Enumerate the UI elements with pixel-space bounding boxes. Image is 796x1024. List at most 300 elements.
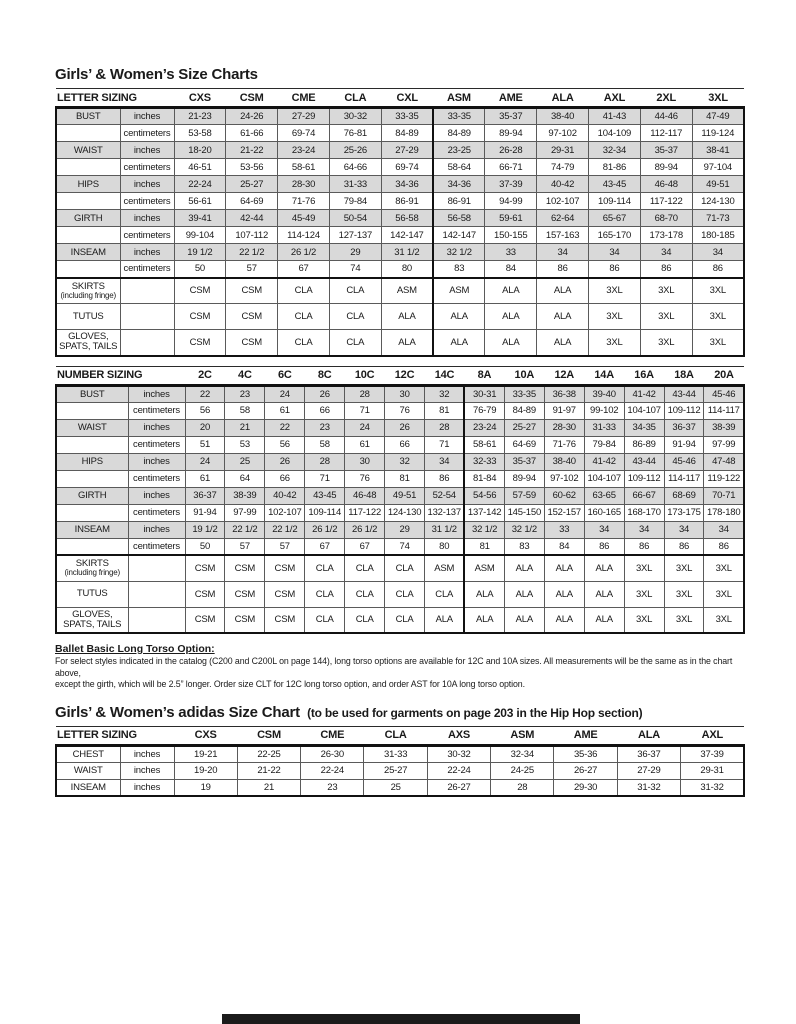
row-label: INSEAM — [56, 779, 120, 796]
garment-size-cell: ALA — [381, 304, 433, 330]
size-cell: 59-61 — [485, 210, 537, 227]
size-cell: 60-62 — [544, 487, 584, 504]
garment-row — [56, 581, 744, 607]
size-cell: 66 — [305, 402, 345, 419]
garment-row-label: SKIRTS (including fringe) — [56, 278, 120, 304]
size-cell: 26 1/2 — [278, 244, 330, 261]
size-cell: 22 1/2 — [225, 521, 265, 538]
size-cell: 76-79 — [464, 402, 504, 419]
garment-size-cell: CLA — [385, 555, 425, 581]
size-cell: 33-35 — [381, 108, 433, 125]
size-cell: 29-31 — [681, 762, 744, 779]
row-label: WAIST — [56, 142, 120, 159]
size-cell: 114-117 — [664, 470, 704, 487]
size-cell: 70-71 — [704, 487, 744, 504]
size-cell: 132-137 — [425, 504, 465, 521]
garment-size-cell: ALA — [584, 581, 624, 607]
size-cell: 22 — [265, 419, 305, 436]
size-cell: 168-170 — [624, 504, 664, 521]
row-label — [56, 538, 128, 555]
row-unit: centimeters — [128, 436, 185, 453]
column-header-20a: 20A — [704, 366, 744, 385]
size-cell: 173-178 — [640, 227, 692, 244]
size-cell: 38-40 — [537, 108, 589, 125]
size-cell: 109-112 — [664, 402, 704, 419]
garment-size-cell: CLA — [345, 607, 385, 633]
garment-size-cell: ALA — [504, 607, 544, 633]
size-cell: 119-122 — [704, 470, 744, 487]
row-label — [56, 504, 128, 521]
size-cell: 66 — [385, 436, 425, 453]
size-cell: 49-51 — [385, 487, 425, 504]
measurement-row — [56, 521, 744, 538]
size-cell: 41-42 — [584, 453, 624, 470]
size-cell: 94-99 — [485, 193, 537, 210]
size-cell: 25-27 — [504, 419, 544, 436]
garment-size-cell: CLA — [425, 581, 465, 607]
size-cell: 31-33 — [364, 745, 427, 762]
size-cell: 86 — [664, 538, 704, 555]
row-unit: inches — [120, 779, 174, 796]
garment-size-cell: 3XL — [664, 607, 704, 633]
garment-size-cell: ALA — [485, 330, 537, 356]
row-unit: inches — [120, 762, 174, 779]
row-label: BUST — [56, 108, 120, 125]
size-cell: 74 — [385, 538, 425, 555]
row-label — [56, 261, 120, 278]
size-cell: 68-69 — [664, 487, 704, 504]
size-cell: 81-84 — [464, 470, 504, 487]
size-cell: 66-67 — [624, 487, 664, 504]
size-cell: 81 — [464, 538, 504, 555]
size-cell: 112-117 — [640, 125, 692, 142]
size-cell: 26 — [265, 453, 305, 470]
size-cell: 69-74 — [278, 125, 330, 142]
column-header-8c: 8C — [305, 366, 345, 385]
size-cell: 38-41 — [692, 142, 744, 159]
row-unit: centimeters — [128, 538, 185, 555]
column-header-axl: AXL — [681, 726, 744, 745]
size-cell: 84 — [485, 261, 537, 278]
garment-size-cell: ALA — [544, 555, 584, 581]
size-cell: 36-37 — [617, 745, 680, 762]
garment-size-cell: CSM — [265, 581, 305, 607]
size-cell: 99-102 — [584, 402, 624, 419]
size-cell: 89-94 — [485, 125, 537, 142]
size-cell: 114-117 — [704, 402, 744, 419]
size-cell: 54-56 — [464, 487, 504, 504]
row-unit-empty — [120, 330, 174, 356]
size-cell: 86 — [692, 261, 744, 278]
garment-size-cell: ALA — [425, 607, 465, 633]
size-cell: 26 1/2 — [345, 521, 385, 538]
garment-size-cell: 3XL — [640, 330, 692, 356]
column-header-12c: 12C — [385, 366, 425, 385]
size-cell: 28 — [305, 453, 345, 470]
size-cell: 58-61 — [464, 436, 504, 453]
row-label — [56, 402, 128, 419]
row-label: CHEST — [56, 745, 120, 762]
garment-size-cell: CSM — [226, 330, 278, 356]
column-header-18a: 18A — [664, 366, 704, 385]
size-cell: 124-130 — [385, 504, 425, 521]
row-unit: centimeters — [120, 193, 174, 210]
row-label — [56, 470, 128, 487]
measurement-row — [56, 470, 744, 487]
row-unit-empty — [128, 581, 185, 607]
size-cell: 21 — [225, 419, 265, 436]
garment-size-cell: ASM — [433, 278, 485, 304]
garment-size-cell: ALA — [537, 330, 589, 356]
size-cell: 79-84 — [584, 436, 624, 453]
size-cell: 81 — [425, 402, 465, 419]
garment-size-cell: 3XL — [589, 278, 641, 304]
size-cell: 27-29 — [617, 762, 680, 779]
column-header-cla: CLA — [364, 726, 427, 745]
size-cell: 58 — [305, 436, 345, 453]
column-header-14c: 14C — [425, 366, 465, 385]
size-cell: 37-39 — [681, 745, 744, 762]
size-cell: 114-124 — [278, 227, 330, 244]
column-header-csm: CSM — [226, 89, 278, 108]
long-torso-note — [55, 643, 745, 691]
measurement-row — [56, 142, 744, 159]
size-cell: 83 — [433, 261, 485, 278]
size-cell: 63-65 — [584, 487, 624, 504]
size-cell: 57 — [265, 538, 305, 555]
size-cell: 97-99 — [704, 436, 744, 453]
size-cell: 76-81 — [329, 125, 381, 142]
size-cell: 51 — [185, 436, 225, 453]
garment-size-cell: CSM — [226, 278, 278, 304]
size-cell: 28 — [425, 419, 465, 436]
garment-size-cell: CLA — [278, 304, 330, 330]
size-cell: 69-74 — [381, 159, 433, 176]
size-cell: 32-33 — [464, 453, 504, 470]
size-cell: 34 — [692, 244, 744, 261]
size-cell: 34-35 — [624, 419, 664, 436]
size-cell: 30-31 — [464, 385, 504, 402]
measurement-row — [56, 762, 744, 779]
garment-size-cell: CLA — [345, 555, 385, 581]
row-unit-empty — [128, 555, 185, 581]
size-cell: 67 — [345, 538, 385, 555]
size-cell: 23-24 — [464, 419, 504, 436]
size-cell: 71-76 — [544, 436, 584, 453]
size-cell: 22-25 — [237, 745, 300, 762]
garment-size-cell: CLA — [305, 555, 345, 581]
measurement-row — [56, 210, 744, 227]
garment-size-cell: CSM — [225, 555, 265, 581]
size-cell: 97-102 — [544, 470, 584, 487]
garment-size-cell: CLA — [329, 304, 381, 330]
garment-size-cell: CSM — [174, 278, 226, 304]
size-cell: 86 — [589, 261, 641, 278]
garment-size-cell: CSM — [265, 607, 305, 633]
size-cell: 86-89 — [624, 436, 664, 453]
note-line-2: except the girth, which will be 2.5” longer. Order size CLT for 12C long torso option, and order AST for 10A long torso option. — [55, 679, 525, 690]
size-cell: 107-112 — [226, 227, 278, 244]
size-cell: 24 — [185, 453, 225, 470]
size-cell: 28-30 — [544, 419, 584, 436]
size-cell: 32 1/2 — [433, 244, 485, 261]
row-label: WAIST — [56, 762, 120, 779]
garment-size-cell: ALA — [537, 278, 589, 304]
size-cell: 150-155 — [485, 227, 537, 244]
size-cell: 104-109 — [589, 125, 641, 142]
size-cell: 71 — [305, 470, 345, 487]
row-unit: inches — [128, 385, 185, 402]
measurement-row — [56, 745, 744, 762]
row-label: INSEAM — [56, 521, 128, 538]
size-cell: 53-56 — [226, 159, 278, 176]
size-cell: 64-66 — [329, 159, 381, 176]
size-cell: 21 — [237, 779, 300, 796]
size-cell: 97-102 — [537, 125, 589, 142]
garment-size-cell: CSM — [225, 607, 265, 633]
size-cell: 71-73 — [692, 210, 744, 227]
column-header-8a: 8A — [464, 366, 504, 385]
size-cell: 84-89 — [504, 402, 544, 419]
size-cell: 26-30 — [301, 745, 364, 762]
size-cell: 22-24 — [301, 762, 364, 779]
size-cell: 31-32 — [681, 779, 744, 796]
size-cell: 117-122 — [640, 193, 692, 210]
size-cell: 19-21 — [174, 745, 237, 762]
size-cell: 19 — [174, 779, 237, 796]
column-header-asm: ASM — [433, 89, 485, 108]
size-cell: 26 — [305, 385, 345, 402]
garment-size-cell: ASM — [381, 278, 433, 304]
size-cell: 35-36 — [554, 745, 617, 762]
column-header-csm: CSM — [237, 726, 300, 745]
garment-size-cell: ALA — [584, 607, 624, 633]
row-unit: inches — [128, 521, 185, 538]
size-cell: 66-71 — [485, 159, 537, 176]
measurement-row — [56, 402, 744, 419]
size-cell: 74-79 — [537, 159, 589, 176]
size-cell: 39-40 — [584, 385, 624, 402]
size-cell: 42-44 — [226, 210, 278, 227]
section3-title — [55, 704, 745, 721]
size-cell: 20 — [185, 419, 225, 436]
measurement-row — [56, 436, 744, 453]
letter-sizing-table — [55, 88, 745, 357]
garment-size-cell: 3XL — [704, 555, 744, 581]
size-cell: 61-66 — [226, 125, 278, 142]
size-cell: 36-37 — [185, 487, 225, 504]
size-cell: 39-41 — [174, 210, 226, 227]
row-unit: inches — [120, 745, 174, 762]
size-cell: 23 — [301, 779, 364, 796]
size-cell: 56 — [265, 436, 305, 453]
size-cell: 91-97 — [544, 402, 584, 419]
size-cell: 34 — [537, 244, 589, 261]
size-cell: 22 — [185, 385, 225, 402]
size-cell: 142-147 — [381, 227, 433, 244]
size-cell: 65-67 — [589, 210, 641, 227]
garment-row — [56, 330, 744, 356]
size-cell: 56-58 — [381, 210, 433, 227]
size-cell: 44-46 — [640, 108, 692, 125]
row-label: HIPS — [56, 453, 128, 470]
row-unit: inches — [120, 142, 174, 159]
size-cell: 22-24 — [427, 762, 490, 779]
size-cell: 160-165 — [584, 504, 624, 521]
number-sizing-table — [55, 366, 745, 635]
size-cell: 47-48 — [704, 453, 744, 470]
garment-size-cell: CSM — [226, 304, 278, 330]
size-cell: 81 — [385, 470, 425, 487]
measurement-row — [56, 193, 744, 210]
size-cell: 26 — [385, 419, 425, 436]
size-cell: 84 — [544, 538, 584, 555]
size-cell: 31 1/2 — [425, 521, 465, 538]
size-cell: 24 — [345, 419, 385, 436]
size-cell: 104-107 — [584, 470, 624, 487]
size-cell: 58-61 — [278, 159, 330, 176]
garment-size-cell: 3XL — [664, 581, 704, 607]
size-cell: 117-122 — [345, 504, 385, 521]
measurement-row — [56, 227, 744, 244]
size-cell: 28-30 — [278, 176, 330, 193]
size-cell: 66 — [265, 470, 305, 487]
size-cell: 19-20 — [174, 762, 237, 779]
size-cell: 23-25 — [433, 142, 485, 159]
size-cell: 80 — [425, 538, 465, 555]
column-header-ala: ALA — [537, 89, 589, 108]
column-header-6c: 6C — [265, 366, 305, 385]
size-cell: 84-89 — [381, 125, 433, 142]
size-cell: 36-38 — [544, 385, 584, 402]
size-cell: 33-35 — [504, 385, 544, 402]
size-cell: 86 — [704, 538, 744, 555]
size-cell: 53-58 — [174, 125, 226, 142]
size-cell: 64-69 — [504, 436, 544, 453]
measurement-row — [56, 176, 744, 193]
row-unit: inches — [128, 453, 185, 470]
size-cell: 79-84 — [329, 193, 381, 210]
row-unit: centimeters — [128, 504, 185, 521]
garment-size-cell: ALA — [584, 555, 624, 581]
page-content — [55, 66, 745, 806]
size-cell: 71 — [425, 436, 465, 453]
column-header-axl: AXL — [589, 89, 641, 108]
adidas-size-table — [55, 726, 745, 798]
garment-size-cell: CLA — [385, 581, 425, 607]
garment-row — [56, 304, 744, 330]
column-header-2c: 2C — [185, 366, 225, 385]
size-cell: 46-48 — [640, 176, 692, 193]
size-cell: 28 — [345, 385, 385, 402]
size-cell: 104-107 — [624, 402, 664, 419]
row-label: GIRTH — [56, 210, 120, 227]
row-label — [56, 125, 120, 142]
garment-size-cell: CSM — [174, 304, 226, 330]
size-cell: 25-27 — [364, 762, 427, 779]
size-cell: 31-32 — [617, 779, 680, 796]
size-cell: 38-39 — [704, 419, 744, 436]
size-cell: 30 — [345, 453, 385, 470]
size-cell: 142-147 — [433, 227, 485, 244]
measurement-row — [56, 244, 744, 261]
row-unit-empty — [120, 278, 174, 304]
size-cell: 58-64 — [433, 159, 485, 176]
size-cell: 46-51 — [174, 159, 226, 176]
size-cell: 29 — [329, 244, 381, 261]
size-cell: 86-91 — [433, 193, 485, 210]
garment-size-cell: CSM — [225, 581, 265, 607]
column-header-3xl: 3XL — [692, 89, 744, 108]
size-cell: 83 — [504, 538, 544, 555]
size-cell: 56 — [185, 402, 225, 419]
size-cell: 99-104 — [174, 227, 226, 244]
garment-size-cell: ALA — [544, 581, 584, 607]
size-cell: 27-29 — [381, 142, 433, 159]
garment-size-cell: 3XL — [624, 555, 664, 581]
garment-size-cell: ALA — [485, 278, 537, 304]
size-cell: 24-25 — [491, 762, 554, 779]
size-cell: 152-157 — [544, 504, 584, 521]
header-row — [56, 726, 744, 745]
row-unit: centimeters — [120, 261, 174, 278]
size-cell: 21-22 — [226, 142, 278, 159]
garment-size-cell: CLA — [305, 581, 345, 607]
column-header-10a: 10A — [504, 366, 544, 385]
size-cell: 64 — [225, 470, 265, 487]
table-corner-label: LETTER SIZING — [56, 89, 174, 108]
garment-size-cell: CLA — [345, 581, 385, 607]
garment-size-cell: CSM — [174, 330, 226, 356]
garment-row-label: TUTUS — [56, 304, 120, 330]
row-label: BUST — [56, 385, 128, 402]
size-cell: 34-36 — [433, 176, 485, 193]
size-cell: 29-31 — [537, 142, 589, 159]
size-cell: 31 1/2 — [381, 244, 433, 261]
size-cell: 109-114 — [589, 193, 641, 210]
size-cell: 53 — [225, 436, 265, 453]
garment-size-cell: ALA — [504, 555, 544, 581]
measurement-row — [56, 487, 744, 504]
size-cell: 86 — [425, 470, 465, 487]
size-cell: 109-114 — [305, 504, 345, 521]
measurement-row — [56, 538, 744, 555]
size-cell: 34-36 — [381, 176, 433, 193]
size-cell: 71 — [345, 402, 385, 419]
size-cell: 173-175 — [664, 504, 704, 521]
note-line-1: For select styles indicated in the catalog (C200 and C200L on page 144), long torso options are available for 12C and 10A sizes. All measurements will be the same as in the chart above, — [55, 656, 733, 678]
size-cell: 145-150 — [504, 504, 544, 521]
garment-size-cell: CLA — [278, 330, 330, 356]
row-unit: centimeters — [120, 125, 174, 142]
row-label — [56, 159, 120, 176]
size-cell: 26-28 — [485, 142, 537, 159]
column-header-14a: 14A — [584, 366, 624, 385]
row-unit: inches — [120, 108, 174, 125]
size-cell: 157-163 — [537, 227, 589, 244]
size-cell: 28 — [491, 779, 554, 796]
size-cell: 84-89 — [433, 125, 485, 142]
size-cell: 64-69 — [226, 193, 278, 210]
size-cell: 62-64 — [537, 210, 589, 227]
size-cell: 50 — [185, 538, 225, 555]
size-cell: 68-70 — [640, 210, 692, 227]
garment-size-cell: ALA — [504, 581, 544, 607]
size-cell: 21-23 — [174, 108, 226, 125]
size-cell: 32 1/2 — [504, 521, 544, 538]
size-cell: 32 — [425, 385, 465, 402]
size-cell: 26-27 — [427, 779, 490, 796]
